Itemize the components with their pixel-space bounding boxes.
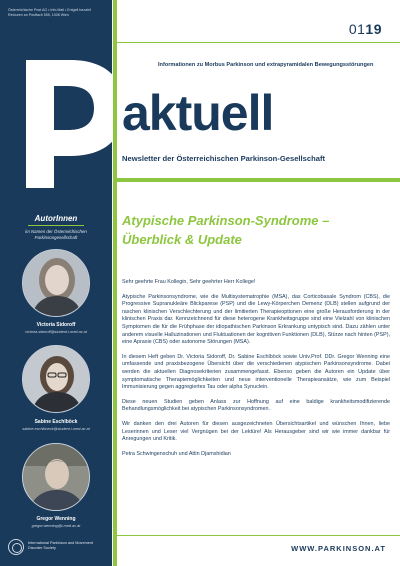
author-photo-wenning: [22, 443, 90, 511]
logo-p-icon: [0, 56, 128, 188]
author-photo-sidoroff: [22, 249, 90, 317]
divider: [117, 535, 400, 536]
author-name: Sabine Eschlböck: [34, 419, 78, 425]
author-email: gregor.wenning@i-med.ac.at: [31, 524, 81, 528]
issue-number: [349, 21, 382, 37]
divider: [113, 0, 117, 566]
society-logo: [8, 538, 108, 558]
issue-prefix: 01: [348, 21, 366, 37]
paragraph: In diesem Heft geben Dr. Victoria Sidoroff, Dr. Sabine Eschlböck sowie Univ.Prof. DDr. Gregor Wenning eine umfassende und praxisbezogene Übersicht über die verschiedenen atypischen Parkinsonsyndrome. Dabei werden die aktuellen Diagnosekriterien zusammengefasst. Ebenso geben die Autoren ein Update über symptomatische Therapiemöglichkeiten und neue interventionelle Therapieansätze, wie zum Beispiel Immunisierung gegen aggregiertes Tau oder alpha Synuclein.: [122, 353, 390, 391]
divider: [117, 178, 400, 182]
author-name: Victoria Sidoroff: [36, 322, 76, 328]
paragraph: Wir danken den drei Autoren für diesen ausgezeichneten Übersichtsartikel und wünschen Ihnen, liebe Leserinnen und Leser viel Vergnügen bei der Lektüre! Als Herausgeber sind wir wie immer dankbar für Anregungen und Kritik.: [122, 420, 390, 443]
paragraph: Sehr geehrte Frau Kollegin, Sehr geehrter Herr Kollege!: [122, 279, 256, 285]
author-photo-eschlboeck: [22, 345, 90, 413]
paragraph: Atypische Parkinsonsyndrome, wie die Multisystematrophie (MSA), das Corticobasale Syndrom (CBS), die Progressive Supranukleäre Blickparese (PSP) und die Lewy-Körperchen Demenz (DLB) stellen aufgrund der raschen klinischen Verschlechterung und der limitierten Therapieoptionen eine große Herausforderung in der klinischen Praxis dar. Kennzeichnend für diese heterogene Krankheitsgruppe sind eine Vielzahl von klinischen Symptomen die für die Frühphase der idiopathischen Parkinson Erkrankung untypisch sind. Dazu zählen unter anderem visuelle Halluzinationen und Fluktuationen der kognitiven Funktionen (DLB), Stürze nach hinten (PSP), eine Apraxie (CBS) oder autonome Störungen (MSA).: [122, 293, 390, 346]
divider: [117, 42, 400, 43]
postal-line: Retouren an Postfach 555, 1008 Wien: [8, 13, 69, 17]
postal-info: [8, 8, 108, 18]
paragraph: Diese neuen Studien geben Anlass zur Hoffnung auf eine baldige krankheitsmodifizierende Behandlungsmöglichkeit bei atypischen Parkinsonsyndromen.: [122, 398, 390, 413]
wordmark: aktuell: [122, 85, 274, 141]
signature: Petra Schwingenschuh und Attin Djamshidian: [122, 450, 231, 457]
postal-line: Österreichische Post AG • Info.Mail • Entgelt bezahlt: [8, 8, 92, 12]
sidebar: [0, 0, 112, 566]
society-seal-icon: [8, 539, 24, 555]
website-link[interactable]: WWW.PARKINSON.AT: [291, 544, 386, 553]
article-title: [122, 211, 392, 249]
author-name: Gregor Wenning: [36, 516, 76, 522]
author-email: victoria.sidoroff@student.i-med.ac.at: [25, 330, 87, 334]
info-line: Informationen zu Morbus Parkinson und extrapyramidalen Bewegungsstörungen: [158, 62, 374, 68]
issue-year: 19: [365, 21, 382, 37]
divider: [28, 225, 84, 226]
title-line: Überblick & Update: [122, 232, 242, 247]
authors-title: AutorInnen: [34, 214, 78, 223]
society-name: International Parkinson and Movement Disorder Society: [28, 541, 94, 550]
article-body: [122, 279, 390, 465]
authors-subtitle: im Namen der Österreichischen Parkinsongesellschaft: [25, 229, 87, 240]
newsletter-subtitle: Newsletter der Österreichischen Parkinson-Gesellschaft: [122, 154, 326, 163]
author-email: sabine.eschlboeck@student.i-med.ac.at: [22, 427, 90, 431]
title-line: Atypische Parkinson-Syndrome –: [122, 213, 330, 228]
